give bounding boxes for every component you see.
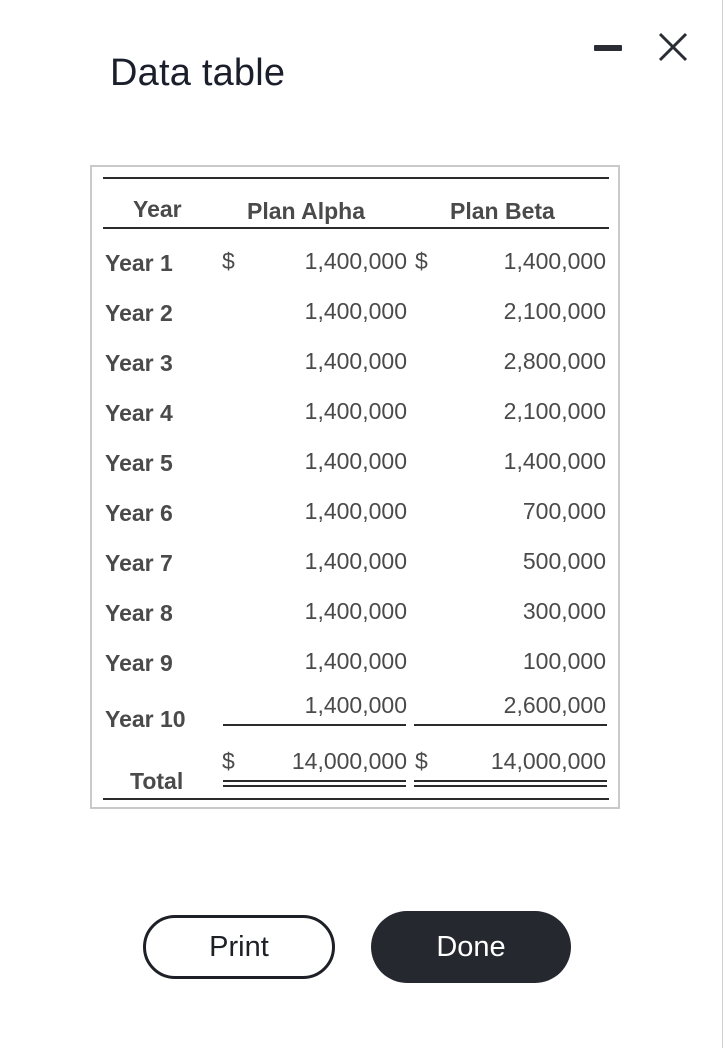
alpha-total-double-rule-top [223,780,406,782]
beta-value-year-6: 700,000 [522,498,606,524]
alpha-total-double-rule-bottom [223,785,406,787]
alpha-value-year-10: 1,400,000 [304,692,407,718]
row-label-year-7: Year 7 [105,550,173,576]
alpha-subtotal-rule [223,724,406,726]
beta-value-year-5: 1,400,000 [503,448,606,474]
total-label: Total [130,768,184,794]
header-plan-alpha: Plan Alpha [247,198,365,224]
alpha-total-currency-symbol: $ [222,748,235,774]
alpha-total-value: 14,000,000 [291,748,407,774]
beta-total-double-rule-bottom [414,785,607,787]
header-plan-beta: Plan Beta [450,198,555,224]
beta-value-year-8: 300,000 [522,598,606,624]
row-label-year-10: Year 10 [105,706,186,732]
alpha-value-year-8: 1,400,000 [304,598,407,624]
row-label-year-4: Year 4 [105,400,173,426]
print-button[interactable]: Print [143,915,335,979]
header-rule [103,227,609,229]
alpha-value-year-1: 1,400,000 [304,248,407,274]
alpha-value-year-5: 1,400,000 [304,448,407,474]
alpha-value-year-6: 1,400,000 [304,498,407,524]
beta-value-year-3: 2,800,000 [503,348,606,374]
row-label-year-5: Year 5 [105,450,173,476]
beta-total-double-rule-top [414,780,607,782]
row-label-year-8: Year 8 [105,600,173,626]
row-label-year-3: Year 3 [105,350,173,376]
beta-currency-symbol: $ [415,248,428,274]
table-top-rule [103,177,609,179]
dialog-title: Data table [110,52,286,94]
alpha-value-year-4: 1,400,000 [304,398,407,424]
table-bottom-rule [103,798,609,800]
header-year: Year [133,196,182,222]
beta-value-year-2: 2,100,000 [503,298,606,324]
beta-value-year-4: 2,100,000 [503,398,606,424]
row-label-year-9: Year 9 [105,650,173,676]
alpha-value-year-9: 1,400,000 [304,648,407,674]
row-label-year-1: Year 1 [105,250,173,276]
alpha-currency-symbol: $ [222,248,235,274]
alpha-value-year-2: 1,400,000 [304,298,407,324]
alpha-value-year-7: 1,400,000 [304,548,407,574]
alpha-value-year-3: 1,400,000 [304,348,407,374]
beta-value-year-7: 500,000 [522,548,606,574]
beta-total-currency-symbol: $ [415,748,428,774]
beta-total-value: 14,000,000 [490,748,606,774]
done-button[interactable]: Done [371,911,571,983]
row-label-year-2: Year 2 [105,300,173,326]
beta-value-year-9: 100,000 [522,648,606,674]
beta-value-year-1: 1,400,000 [503,248,606,274]
data-table [90,165,620,809]
minimize-icon[interactable] [594,45,624,53]
close-icon[interactable] [656,30,690,64]
beta-subtotal-rule [414,724,607,726]
beta-value-year-10: 2,600,000 [503,692,606,718]
row-label-year-6: Year 6 [105,500,173,526]
